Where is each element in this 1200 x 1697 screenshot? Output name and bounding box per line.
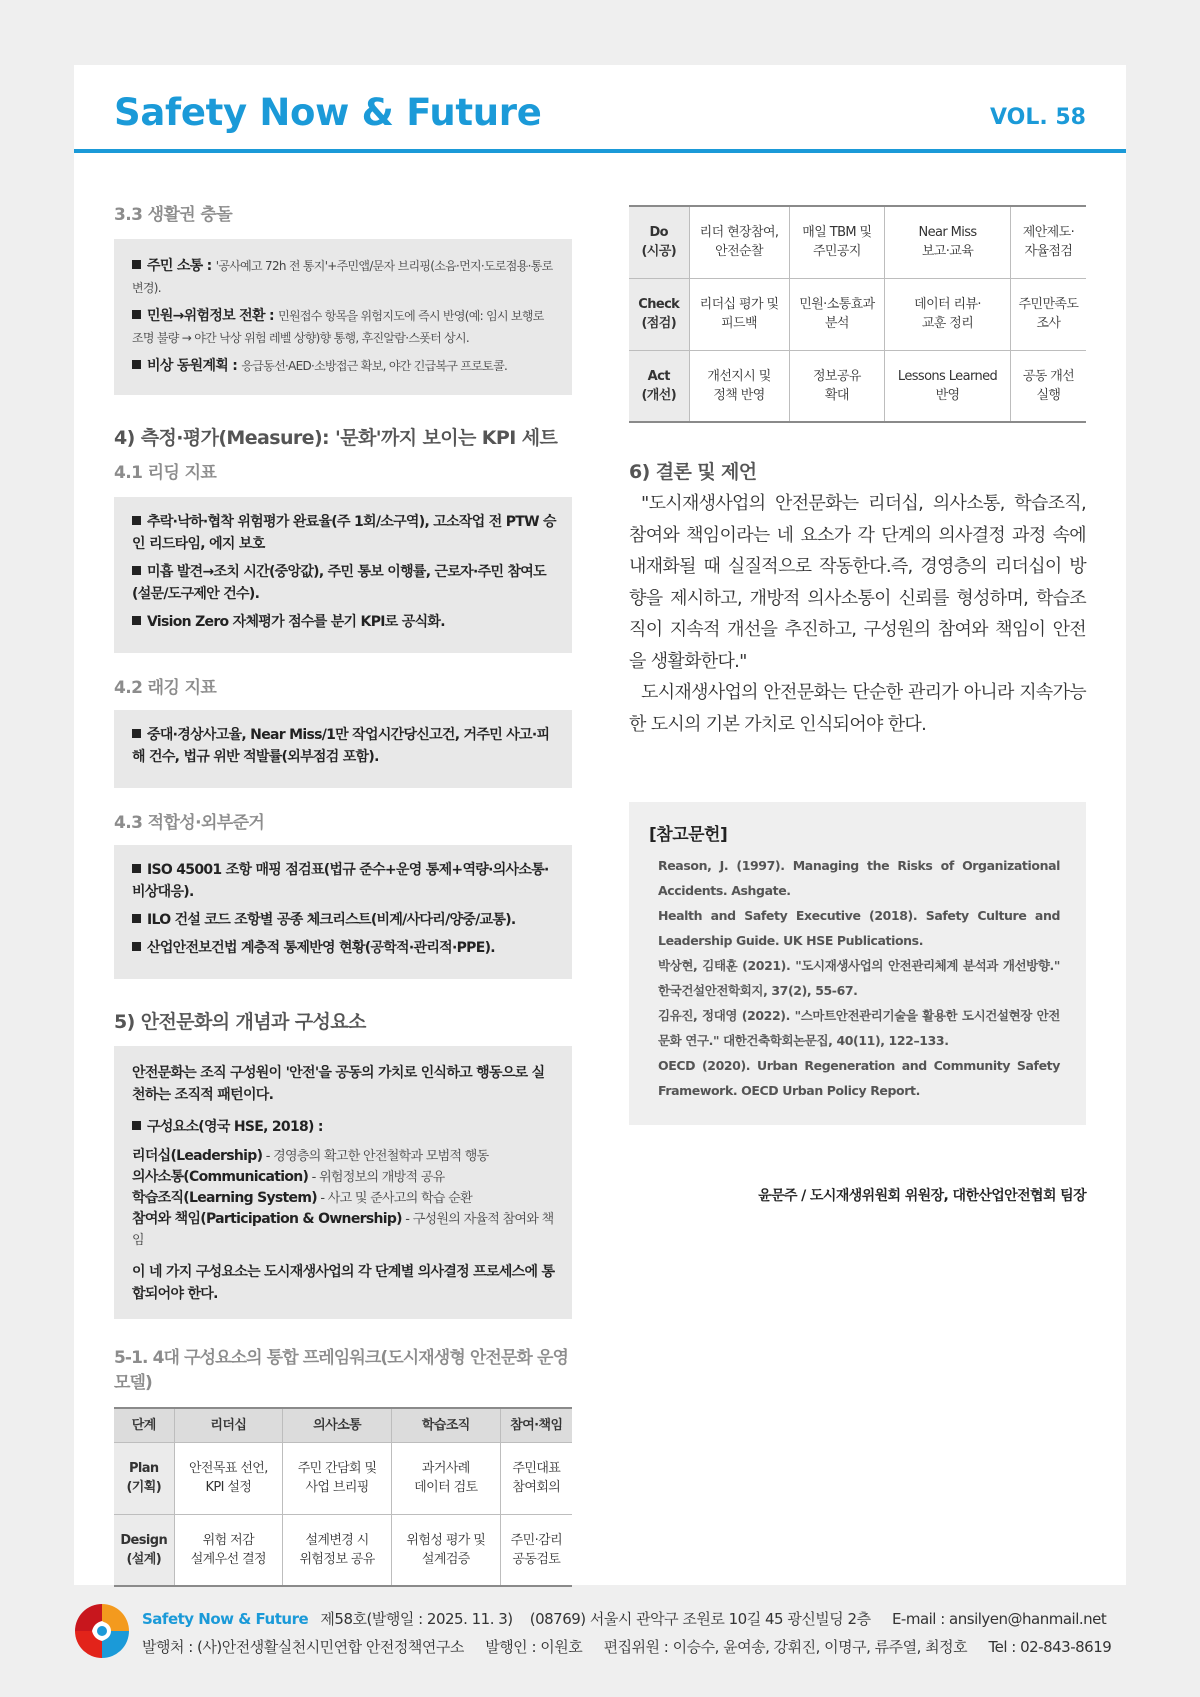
framework-table-part-1 — [114, 1407, 572, 1587]
table-body — [114, 1442, 572, 1586]
bullet-item: Vision Zero 자체평가 점수를 분기 KPI로 공식화. — [132, 611, 556, 633]
bullet-square-icon — [132, 729, 141, 738]
bullet-item: 중대·경상사고율, Near Miss/1만 작업시간당신고건, 거주민 사고·피해 건수, 법규 위반 적발률(외부점검 포함). — [132, 727, 550, 765]
bullet-item: ILO 건설 코드 조항별 공종 체크리스트(비계/사다리/양중/교통). — [132, 909, 556, 931]
references-title: [참고문헌] — [649, 825, 728, 845]
section-4-1-title: 4.1 리딩 지표 — [114, 463, 217, 483]
section-5-box — [114, 1046, 572, 1319]
table-cell: 주민만족도 조사 — [1010, 278, 1086, 350]
stage-cell: Plan (기획) — [114, 1442, 174, 1514]
table-header-row — [114, 1408, 572, 1442]
table-cell: 과거사례 데이터 검토 — [391, 1442, 500, 1514]
masthead-title: Safety Now & Future — [114, 91, 542, 134]
table-cell: 주민대표 참여회의 — [500, 1442, 572, 1514]
bullet-item: 추락·낙하·협착 위험평가 완료율(주 1회/소구역), 고소작업 전 PTW 승인 리드타임, 에지 보호 — [132, 514, 556, 552]
organization-logo-icon — [74, 1603, 130, 1659]
stage-cell: Design (설계) — [114, 1514, 174, 1586]
table-cell: 리더 현장참여, 안전순찰 — [689, 206, 789, 278]
bullet-item: 민원→위험정보 전환 : 민원접수 항목을 위험지도에 즉시 반영(예: 임시 보행로 조명 불량 → 야간 낙상 위험 레벨 상향)향 통행, 후진알람·스폿터 상시. — [132, 308, 544, 345]
table-row — [629, 206, 1086, 278]
table-cell: 위험성 평가 및 설계검증 — [391, 1514, 500, 1586]
footer — [74, 1600, 1126, 1690]
bullet-square-icon — [132, 942, 141, 951]
table-header-cell: 의사소통 — [283, 1408, 392, 1442]
bullet-item: 주민 소통 : '공사예고 72h 전 통지'+주민앱/문자 브리핑(소음·먼지·도로점용·통로변경). — [132, 258, 553, 295]
component-item: 학습조직(Learning System) - 사고 및 준사고의 학습 순환 — [132, 1190, 472, 1206]
table-cell: Lessons Learned 반영 — [885, 350, 1011, 422]
volume-number: VOL. 58 — [990, 105, 1086, 130]
table-row — [114, 1442, 572, 1514]
reference-item: Reason, J. (1997). Managing the Risks of Organizational Accidents. Ashgate. — [658, 858, 1060, 898]
table-cell: 리더십 평가 및 피드백 — [689, 278, 789, 350]
footer-email[interactable]: E-mail : ansilyen@hanmail.net — [891, 1610, 1107, 1628]
bullet-item: 비상 동원계획 : 응급동선·AED·소방접근 확보, 야간 긴급복구 프로토콜. — [132, 355, 556, 377]
footer-line-1 — [142, 1608, 1106, 1629]
section-3-3-box — [114, 239, 572, 395]
bullet-square-icon — [132, 310, 141, 319]
table-cell: 설계변경 시 위험정보 공유 — [283, 1514, 392, 1586]
left-column — [114, 200, 572, 1587]
bullet-square-icon — [132, 616, 141, 625]
component-item: 리더십(Leadership) - 경영층의 확고한 안전철학과 모범적 행동 — [132, 1148, 489, 1164]
reference-item: 김유진, 정대영 (2022). "스마트안전관리기술을 활용한 도시건설현장 안전문화 연구." 대한건축학회논문집, 40(11), 122–133. — [658, 1008, 1060, 1048]
component-item: 의사소통(Communication) - 위험정보의 개방적 공유 — [132, 1169, 445, 1185]
table-cell: 정보공유 확대 — [789, 350, 885, 422]
bullet-square-icon — [132, 914, 141, 923]
section-4-3-box — [114, 845, 572, 979]
bullet-item: ISO 45001 조항 매핑 점검표(법규 준수+운영 통제+역량·의사소통·비상대응). — [132, 862, 549, 900]
table-cell: 주민 간담회 및 사업 브리핑 — [283, 1442, 392, 1514]
component-item: 참여와 책임(Participation & Ownership) - 구성원의 자율적 참여와 책임 — [132, 1211, 554, 1248]
reference-item: 박상현, 김태훈 (2021). "도시재생사업의 안전관리체계 분석과 개선방향." 한국건설안전학회지, 37(2), 55-67. — [658, 958, 1060, 998]
bullet-square-icon — [132, 260, 141, 269]
stage-cell: Act (개선) — [629, 350, 689, 422]
table-cell: 위험 저감 설계우선 결정 — [174, 1514, 283, 1586]
stage-cell: Check (점검) — [629, 278, 689, 350]
bullet-item: 미흡 발견→조치 시간(중앙값), 주민 통보 이행률, 근로자·주민 참여도(설문/도구제안 건수). — [132, 564, 546, 602]
section-5-conclusion: 이 네 가지 구성요소는 도시재생사업의 각 단계별 의사결정 프로세스에 통합되어야 한다. — [132, 1264, 555, 1302]
section-4-title: 4) 측정·평가(Measure): '문화'까지 보이는 KPI 세트 — [114, 427, 558, 449]
footer-issuer: 발행인 : 이원호 — [485, 1638, 583, 1656]
reference-item: Health and Safety Executive (2018). Safety Culture and Leadership Guide. UK HSE Publications. — [658, 908, 1060, 948]
footer-editors: 편집위원 : 이승수, 윤여송, 강휘진, 이명구, 류주열, 최정호 — [603, 1638, 968, 1656]
bullet-square-icon — [132, 864, 141, 873]
table-header-cell: 단계 — [114, 1408, 174, 1442]
author-line: 윤문주 / 도시재생위원회 위원장, 대한산업안전협회 팀장 — [758, 1188, 1086, 1204]
table-cell: 안전목표 선언, KPI 설정 — [174, 1442, 283, 1514]
section-5-intro: 안전문화는 조직 구성원이 '안전'을 공동의 가치로 인식하고 행동으로 실천하는 조직적 패턴이다. — [132, 1065, 545, 1103]
footer-issue: 제58호(발행일 : 2025. 11. 3) — [320, 1610, 513, 1628]
table-header-cell: 리더십 — [174, 1408, 283, 1442]
bullet-square-icon — [132, 360, 141, 369]
framework-table-part-2 — [629, 205, 1086, 423]
references-box — [629, 802, 1086, 1125]
footer-line-2 — [142, 1636, 1111, 1657]
table-row — [629, 278, 1086, 350]
section-5-1-title: 5-1. 4대 구성요소의 통합 프레임워크(도시재생형 안전문화 운영모델) — [114, 1348, 569, 1393]
table-cell: 매일 TBM 및 주민공지 — [789, 206, 885, 278]
conclusion-paragraph-2: 도시재생사업의 안전문화는 단순한 관리가 아니라 지속가능한 도시의 기본 가치로 인식되어야 한다. — [629, 682, 1086, 735]
table-row — [629, 350, 1086, 422]
table-cell: 데이터 리뷰· 교훈 정리 — [885, 278, 1011, 350]
table-cell: 공동 개선 실행 — [1010, 350, 1086, 422]
references-list — [649, 853, 1060, 1103]
bullet-square-icon — [132, 516, 141, 525]
reference-item: OECD (2020). Urban Regeneration and Community Safety Framework. OECD Urban Policy Report. — [658, 1058, 1060, 1098]
section-4-3-title: 4.3 적합성·외부준거 — [114, 813, 265, 833]
footer-tel: Tel : 02-843-8619 — [988, 1638, 1112, 1656]
table-body — [629, 206, 1086, 422]
bullet-square-icon — [132, 1121, 141, 1130]
section-5-title: 5) 안전문화의 개념과 구성요소 — [114, 1011, 366, 1033]
bullet-square-icon — [132, 566, 141, 575]
table-cell: 민원·소통효과 분석 — [789, 278, 885, 350]
section-4-1-box — [114, 497, 572, 653]
table-cell: Near Miss 보고·교육 — [885, 206, 1011, 278]
conclusion-paragraph-1: "도시재생사업의 안전문화는 리더십, 의사소통, 학습조직, 참여와 책임이라는 네 요소가 각 단계의 의사결정 과정 속에 내재화될 때 실질적으로 작동한다.즉, 경영층의 리더십이 방향을 제시하고, 개방적 의사소통이 신뢰를 형성하며, 학습조직이 지속적 개선을 추진하고, 구성원의 참여와 책임이 안전을 생활화한다." — [629, 493, 1086, 672]
newsletter-page — [74, 65, 1126, 1585]
table-header-cell: 학습조직 — [391, 1408, 500, 1442]
footer-address: (08769) 서울시 관악구 조원로 10길 45 광신빌딩 2층 — [529, 1610, 871, 1628]
masthead — [74, 65, 1126, 153]
table-row — [114, 1514, 572, 1586]
section-6-title: 6) 결론 및 제언 — [629, 461, 757, 483]
stage-cell: Do (시공) — [629, 206, 689, 278]
table-header-cell: 참여·책임 — [500, 1408, 572, 1442]
component-list — [132, 1146, 556, 1251]
table-cell: 제안제도· 자율점검 — [1010, 206, 1086, 278]
section-4-2-box — [114, 710, 572, 788]
section-5-components-title: 구성요소(영국 HSE, 2018) : — [132, 1116, 556, 1138]
footer-brand: Safety Now & Future — [142, 1610, 309, 1628]
footer-publisher: 발행처 : (사)안전생활실천시민연합 안전정책연구소 — [142, 1638, 464, 1656]
bullet-item: 산업안전보건법 계층적 통제반영 현황(공학적·관리적·PPE). — [132, 937, 556, 959]
section-3-3-title: 3.3 생활권 충돌 — [114, 205, 233, 225]
table-cell: 개선지시 및 정책 반영 — [689, 350, 789, 422]
table-cell: 주민·감리 공동검토 — [500, 1514, 572, 1586]
section-4-2-title: 4.2 래깅 지표 — [114, 678, 217, 698]
right-column — [629, 205, 1086, 1205]
